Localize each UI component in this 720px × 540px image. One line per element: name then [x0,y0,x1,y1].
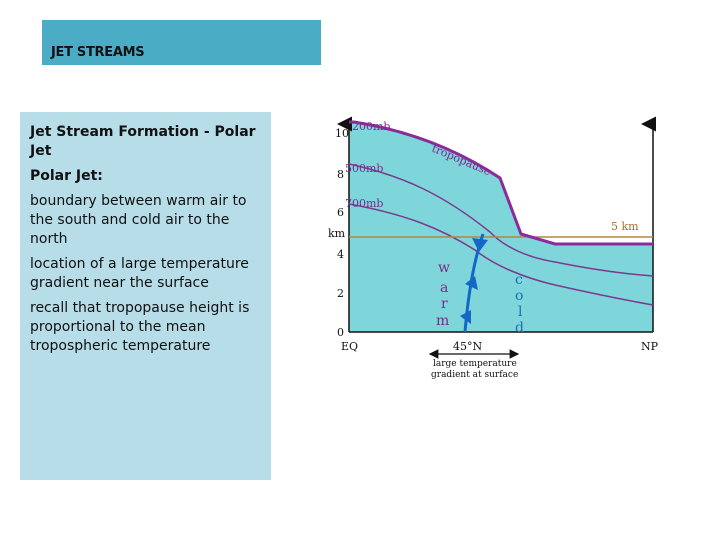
body-paragraph-gradient: location of a large temperature gradient near the surface [30,256,249,291]
x-label-eq: EQ [341,340,359,353]
jet-stream-diagram [315,110,675,390]
heading-paragraph: Jet Stream Formation - Polar Jet [30,124,256,159]
y-unit: km [328,227,346,240]
slide-title: JET STREAMS [51,45,145,60]
label-500mb: 500mb [345,162,384,175]
x-label-np: NP [641,340,659,353]
cold-letter-c: c [515,272,523,288]
y-tick-6: 6 [337,206,344,219]
body-paragraph-tropopause: recall that tropopause height is proportional to the mean tropospheric temperature [30,300,250,354]
warm-letter-r: r [441,296,448,312]
troposphere-fill [349,122,653,332]
body-paragraph-boundary: boundary between warm air to the south and cold air to the north [30,193,247,247]
cold-letter-d: d [515,320,524,336]
level-5km-label: 5 km [611,220,639,233]
subheading-paragraph: Polar Jet: [30,168,103,184]
tropopause-label: tropopause [429,141,493,179]
cold-letter-o: o [515,288,524,304]
title-bar [42,20,321,65]
y-tick-10: 10 [335,127,349,140]
y-tick-4: 4 [337,248,344,261]
y-tick-0: 0 [337,326,344,339]
text-box [20,112,271,480]
label-200mb: 200mb [352,120,391,133]
y-tick-8: 8 [337,168,344,181]
cold-letter-l: l [518,304,523,320]
x-label-45n: 45°N [453,340,483,353]
gradient-caption-line2: gradient at surface [431,370,519,380]
warm-letter-a: a [440,280,449,296]
warm-letter-m: m [436,313,450,329]
warm-letter-w: w [438,260,450,276]
label-700mb: 700mb [345,197,384,210]
y-tick-2: 2 [337,287,344,300]
gradient-caption-line1: large temperature [433,359,517,369]
